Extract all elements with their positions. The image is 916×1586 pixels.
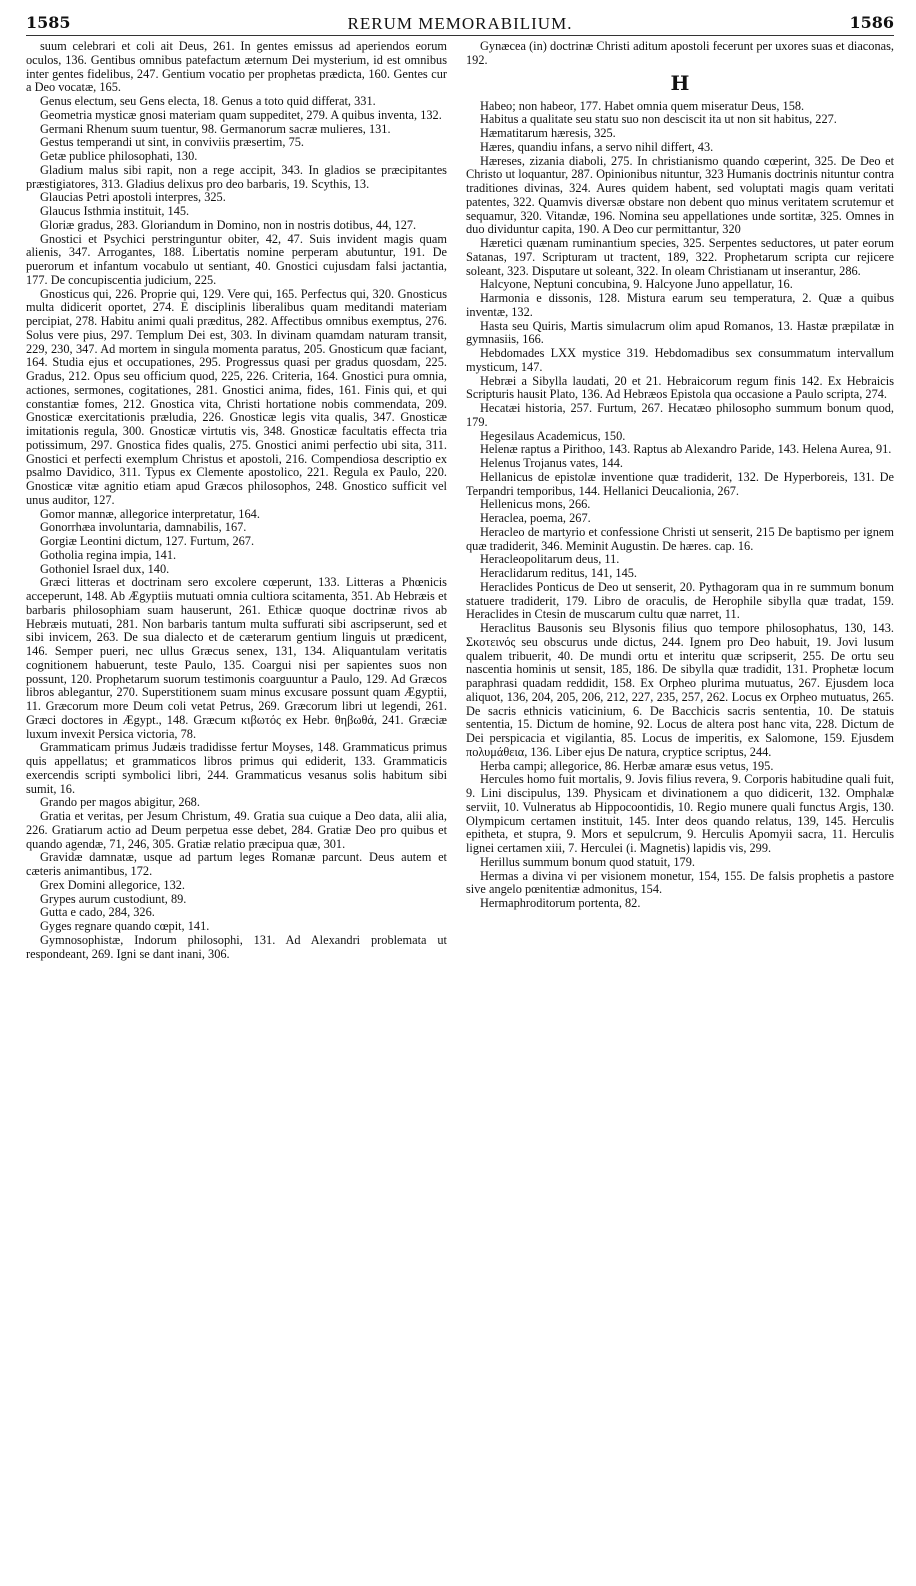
index-entry: Heracleo de martyrio et confessione Christi ut senserit, 215 De baptismo per ignem quæ tradiderit, 346. Meminit Augustin. De hæres. cap. 16.: [466, 524, 894, 553]
index-entry: Hæmatitarum hæresis, 325.: [480, 126, 616, 140]
index-entry: Herillus summum bonum quod statuit, 179.: [480, 854, 695, 869]
index-entry: Gravidæ damnatæ, usque ad partum leges Romanæ parcunt. Deus autem et cæteris animantibus, 172.: [26, 850, 447, 878]
index-entry: Heraclitus Bausonis seu Blysonis filius quo tempore philosophatus, 130, 143. Σκοτεινός seu obscurus unde dictus, 244. Ignem pro Deo habuit, 19. Jovi lusum qualem tribuerit, 40. De mundi ortu et interitu quæ scripserit, 255. De ortu seu nascentia hominis ut sensit, 185, 186. De sibylla quæ tradidit, 131. Prophetæ locum paraphrasi quadam reddidit, 158. Ex Orpheo plurima mutuatus, 267. Ejusdem loca aliquot, 136, 204, 205, 206, 212, 227, 235, 257, 262. Locus ex Orpheo mutuatus, 265. De sacris ethnicis vaticinium, 6. De Bacchicis sacris sententia, 10. De statuis sententia, 15. Dictum de homine, 92. Locus de altera post hanc vita, 228. Dictum de Dei perspicacia et vigilantia, 85. Locus de imperitis, ex Salomone, 159. Ejusdem πολυμάθεια, 136. Liber ejus De natura, cryptice scriptus, 244.: [466, 621, 894, 759]
index-column-right: [466, 40, 894, 911]
index-entry: Hellenicus mons, 266.: [480, 497, 591, 512]
page-number-left: 1585: [26, 13, 71, 32]
index-entry: Heracleopolitarum deus, 11.: [480, 552, 620, 567]
index-entry: Geometria mysticæ gnosi materiam quam suppeditet, 279. A quibus inventa, 132.: [40, 107, 442, 122]
index-entry: Hercules homo fuit mortalis, 9. Jovis filius revera, 9. Corporis habitudine quali fuit, 9. Lini discipulus, 139. Physicam et divinationem a quo didicerit, 132. Omphalæ serviit, 10. Vulneratus ab Hippocoontidis, 10. Regio munere quali functus Argis, 130. Olympicum certamen instituit, 145. Inter deos quando relatus, 139, 145. Herculis epitheta, et stupra, 9. Mors et sepulcrum, 9. Herculis Apomyii sacra, 11. Herculis lignei certamen xiii, 7. Herculei (i. Magnetis) lapidis vis, 299.: [466, 772, 894, 855]
index-entry: Gonorrhæa involuntaria, damnabilis, 167.: [40, 520, 247, 535]
index-entry: Gyges regnare quando cœpit, 141.: [40, 919, 210, 933]
running-title: RERUM MEMORABILIUM.: [347, 14, 573, 33]
right-column-top-entries: [466, 40, 894, 68]
index-entry: Hermas a divina vi per visionem monetur, 154, 155. De falsis prophetis a pastore sive angelo pœnitentiæ admonitus, 154.: [466, 868, 894, 897]
index-entry: Hasta seu Quiris, Martis simulacrum olim apud Romanos, 13. Hastæ præpilatæ in gymnasiis, 166.: [466, 318, 894, 347]
index-column-left: [26, 40, 447, 961]
index-entry: Heraclidarum reditus, 141, 145.: [480, 566, 637, 580]
index-entry: Gnostici et Psychici perstringuntur obiter, 42, 47. Suis invident magis quam alienis, 347. Arrogantes, 188. Libertatis nomine perperam abutuntur, 191. De puerorum et infantum vocabulo ut sentiant, 40. Gnostici cujusdam falsi jactantia, 177. De concupiscentia judicium, 225.: [26, 231, 447, 287]
page-number-right: 1586: [849, 13, 894, 32]
index-entry: Gestus temperandi ut sint, in conviviis præsertim, 75.: [40, 135, 304, 150]
running-header: [26, 11, 894, 36]
index-entry: Hebdomades LXX mystice 319. Hebdomadibus sex consummatum intervallum mysticum, 147.: [466, 346, 894, 374]
index-entry: Heraclides Ponticus de Deo ut senserit, 20. Pythagoram qua in re summum bonum statuere tradiderit, 179. Libro de oraculis, de Herophile sibylla quæ tradat, 159. Heraclides in Ctesin de muscarum cultu quæ narret, 11.: [466, 579, 894, 622]
index-entry: Gnosticus qui, 226. Proprie qui, 129. Vere qui, 165. Perfectus qui, 320. Gnosticus multa didicerit oportet, 274. E disciplinis liberalibus quam meditandi materiam percipiat, 278. Habitu animi quali præditus, 282. Affectibus omnibus exemptus, 276. Solus vere pius, 297. Templum Dei est, 303. In divinam quamdam naturam transit, 229, 230, 347. Ad mortem in singula momenta paratus, 205. Gnosticum quæ faciant, 164. Studia ejus et occupationes, 295. Progressus quasi per gradus quosdam, 225. Gradus, 212. Opus seu officium quod, 225, 226. Criteria, 164. Gnostici pura omnia, actiones, sermones, cogitationes, 281. Gnostici anima, fides, 161. Finis qui, et qui constantiæ fomes, 212. Gnostica vita, Christi hortatione nobis commendata, 209. Gnosticæ exercitationis præludia, 226. Gnosticæ legis vita qualis, 347. Gnosticæ imitationis regula, 300. Gnosticæ virtutis vis, 348. Gnosticæ facultatis effecta tria potissimum, 297. Gnostica fides qualis, 275. Gnostici animi perfectio ubi sita, 311. Gnostici et perfecti exemplum Christus et apostoli, 216. Compendiosa descriptio ex psalmo Davidico, 311. Typus ex Clemente apostolico, 221. Regula ex Paulo, 220. Gnosticæ vitæ agnitio etiam apud Græcos philosophos, 248. Gnostico sufficit vel unus auditor, 127.: [26, 286, 447, 507]
index-entry: Gladium malus sibi rapit, non a rege accipit, 343. In gladios se præcipitantes præstigiatores, 313. Gladius delixus pro deo barbaris, 19. Scythis, 13.: [26, 162, 447, 191]
index-entry: Gothoniel Israel dux, 140.: [40, 561, 170, 576]
index-entry: Grammaticam primus Judæis tradidisse fertur Moyses, 148. Grammaticus primus quis appellatus; et grammaticos libros primus qui ediderit, 133. Grammaticis exercendis scripti symbolici libri, 244. Grammaticus vesanus solis habitum sibi sumit, 16.: [26, 740, 447, 796]
index-entry: Hæretici quænam ruminantium species, 325. Serpentes seductores, ut pater eorum Satanas, 197. Scripturam ut tractent, 189, 322. Prophetarum scripta cur rejicere soleant, 323. Disputare ut soleant, 322. In oleam Christianam ut inserantur, 286.: [466, 236, 894, 278]
index-entry: Helenus Trojanus vates, 144.: [480, 456, 623, 470]
index-entry: Gotholia regina impia, 141.: [40, 547, 177, 562]
index-entry: Getæ publice philosophati, 130.: [40, 149, 198, 163]
index-entry: Gloriæ gradus, 283. Gloriandum in Domino, non in nostris dotibus, 44, 127.: [40, 217, 417, 232]
index-entry: Herba campi; allegorice, 86. Herbæ amaræ esus vetus, 195.: [480, 758, 774, 773]
index-entry: Gymnosophistæ, Indorum philosophi, 131. Ad Alexandri problemata ut respondeant, 269. Igni se dant inani, 306.: [26, 932, 447, 961]
index-entry: Heraclea, poema, 267.: [480, 511, 591, 525]
index-entry: Hellanicus de epistolæ inventione quæ tradiderit, 132. De Hyperboreis, 131. De Terpandri temporibus, 144. Hellanici Deucalionia, 267.: [466, 469, 894, 498]
index-entry: Grando per magos abigitur, 268.: [40, 795, 200, 810]
index-entry: Hecatæi historia, 257. Furtum, 267. Hecatæo philosopho summum bonum quod, 179.: [466, 401, 894, 429]
index-entry: Habitus a qualitate seu statu suo non desciscit ita ut non sit habitus, 227.: [480, 112, 837, 127]
index-entry: Hegesilaus Academicus, 150.: [480, 428, 626, 443]
index-entry: Hebræi a Sibylla laudati, 20 et 21. Hebraicorum regum finis 142. Ex Hebraicis Scripturis hausit Plato, 136. Ad Hebræos Epistola qua occasione a Paulo scripta, 274.: [466, 373, 894, 402]
index-entry: Glaucias Petri apostoli interpres, 325.: [40, 190, 226, 205]
index-entry: Gomor mannæ, allegorice interpretatur, 164.: [40, 506, 260, 521]
index-entry: Habeo; non habeor, 177. Habet omnia quem miseratur Deus, 158.: [480, 98, 805, 113]
index-entry: Grex Domini allegorice, 132.: [40, 877, 185, 892]
index-entry: Glaucus Isthmia instituit, 145.: [40, 204, 190, 218]
right-column-h-entries: [466, 100, 894, 911]
index-entry: Gorgiæ Leontini dictum, 127. Furtum, 267.: [40, 534, 255, 548]
index-entry: Hæreses, zizania diaboli, 275. In christianismo quando cœperint, 325. De Deo et Christo ut loquantur, 287. Opinionibus nituntur, 323 Humanis doctrinis nituntur contra traditiones divinas, 324. Aures quidem habent, sed voluptati magis quam veritati patentes, 322. Quamvis diversæ obstare non debent quo minus veritatem scrutemur et sequamur, 320. Vitandæ, 196. Nomina seu appellationes unde sortitæ, 325. Omnes in duo dividuntur capita, 190. A Deo cur permittantur, 320: [466, 153, 894, 237]
index-entry: Græci litteras et doctrinam sero excolere cœperunt, 133. Litteras a Phœnicis acceperunt, 148. Ab Ægyptiis mutuati omnia cultiora scitamenta, 351. Ab Hebræis et barbaris philosophiam suam hauserunt, 261. Ethicæ quoque doctrinæ rivos ab Hebræis mutuati, 281. Non barbaris tantum multa suffurati sibi ascripserunt, sed et sibi invicem, 263. De sua dialecto et de cæterarum gentium linguis ut prædicent, 146. Semper pueri, nec ullus Græcus senex, 131, 134. Aliquantulam veritatis cognitionem habuerunt, teste Paulo, 135. Coargui nisi per sapientes suos non possunt, 120. Prophetarum suorum testimonis coarguuntur a Paulo, 129. Ad Græcos libros ablegantur, 270. Superstitionem suam minus excusare possunt quam Ægyptii, 11. Græcorum more Deum coli vetat Petrus, 269. Græcorum libri ut legendi, 261. Græci doctores in Ægypt., 148. Græcum κιβωτός ex Hebr. θηβωθά, 241. Græciæ luxum invexit Persica victoria, 78.: [26, 575, 447, 741]
index-entry: Genus electum, seu Gens electa, 18. Genus a toto quid differat, 331.: [40, 94, 376, 108]
index-entry: Germani Rhenum suum tuentur, 98. Germanorum sacræ mulieres, 131.: [40, 121, 391, 136]
index-entry: suum celebrari et coli ait Deus, 261. In gentes emissus ad aperiendos eorum oculos, 136. Gentibus omnibus patefactum æternum Dei mysterium, id est omnibus inter gentes fidelibus, 247. Gentium vocatio per prophetas prædicta, 160. Gentes cur a Deo vocatæ, 165.: [26, 39, 447, 95]
index-entry: Gynæcea (in) doctrinæ Christi aditum apostoli fecerunt per uxores suas et diaconas, 192.: [466, 39, 894, 67]
index-entry: Harmonia e dissonis, 128. Mistura earum seu temperatura, 2. Quæ a quibus inventæ, 132.: [466, 291, 894, 319]
index-entry: Hermaphroditorum portenta, 82.: [480, 896, 641, 910]
index-entry: Gutta e cado, 284, 326.: [40, 905, 155, 920]
section-letter-heading: H: [670, 70, 690, 95]
index-entry: Gratia et veritas, per Jesum Christum, 49. Gratia sua cuique a Deo data, alii alia, 226. Gratiarum actio ad Deum perpetua esse debet, 284. Gratiæ Deo pro quibus et quando agendæ, 71, 246, 305. Gratiæ relatio præcipua quæ, 301.: [26, 809, 447, 851]
index-entry: Hæres, quandiu infans, a servo nihil differt, 43.: [480, 139, 714, 154]
index-entry: Grypes aurum custodiunt, 89.: [40, 891, 187, 906]
index-entry: Helenæ raptus a Pirithoo, 143. Raptus ab Alexandro Paride, 143. Helena Aurea, 91.: [480, 442, 892, 457]
index-entry: Halcyone, Neptuni concubina, 9. Halcyone Juno appellatur, 16.: [480, 277, 793, 292]
